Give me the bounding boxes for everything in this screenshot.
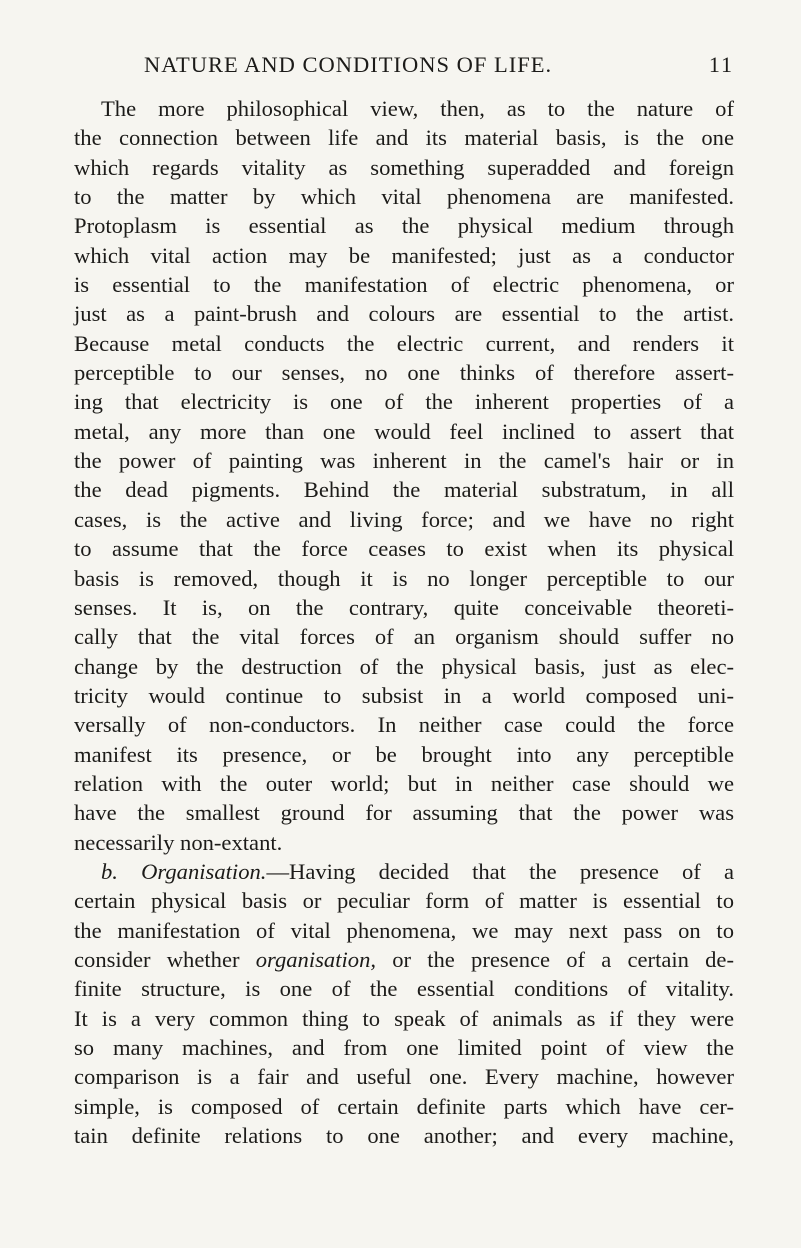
- text-line: the connection between life and its material basis, is the one: [74, 125, 734, 151]
- text-line: basis is removed, though it is no longer perceptible to our: [74, 565, 734, 591]
- text-line: manifest its presence, or be brought into any perceptible: [74, 741, 734, 767]
- text-line: The more philosophical view, then, as to the nature of: [101, 96, 734, 121]
- text-line: which vital action may be manifested; just as a conductor: [74, 242, 734, 268]
- text-line: cally that the vital forces of an organism should suffer no: [74, 624, 734, 650]
- text-line: It is a very common thing to speak of animals as if they were: [74, 1005, 734, 1031]
- text-line: senses. It is, on the contrary, quite conceivable theoreti-: [74, 594, 734, 620]
- text-line: ing that electricity is one of the inherent properties of a: [74, 389, 734, 415]
- text-line: necessarily non-extant.: [74, 829, 283, 855]
- text-line: Protoplasm is essential as the physical medium through: [74, 213, 734, 239]
- text-fragment: —Having decided that the presence of a: [266, 858, 735, 884]
- text-line: so many machines, and from one limited point of view the: [74, 1035, 734, 1060]
- running-head: [74, 52, 734, 86]
- section-label: b.: [101, 858, 118, 884]
- text-line: simple, is composed of certain definite parts which have cer-: [74, 1093, 734, 1119]
- text-line: relation with the outer world; but in neither case should we: [74, 770, 734, 796]
- paragraph-philosophical-view: [74, 94, 734, 857]
- text-line: to assume that the force ceases to exist when its physical: [74, 536, 734, 562]
- text-line: cases, is the active and living force; and we have no right: [74, 506, 734, 532]
- text-line: is essential to the manifestation of electric phenomena, or: [74, 272, 734, 298]
- section-heading: Organisation.: [141, 858, 267, 884]
- text-line: metal, any more than one would feel inclined to assert that: [74, 418, 734, 444]
- text-line: finite structure, is one of the essential conditions of vitality.: [74, 976, 734, 1002]
- text-line: change by the destruction of the physical basis, just as elec-: [74, 653, 734, 679]
- text-fragment: consider whether: [74, 946, 256, 972]
- paragraph-organisation: [74, 857, 734, 1150]
- running-title: NATURE AND CONDITIONS OF LIFE.: [144, 52, 553, 77]
- text-line: certain physical basis or peculiar form of matter is essential to: [74, 888, 734, 914]
- text-line: have the smallest ground for assuming that the power was: [74, 800, 734, 826]
- text-line: which regards vitality as something superadded and foreign: [74, 154, 734, 180]
- emphasis-term: organisation,: [255, 946, 377, 972]
- text-line: the manifestation of vital phenomena, we may next pass on to: [74, 917, 734, 943]
- text-line: the power of painting was inherent in the camel's hair or in: [74, 448, 734, 474]
- text-line: versally of non-conductors. In neither case could the force: [74, 712, 734, 738]
- book-page: [74, 52, 734, 1150]
- section-heading-line: [74, 857, 734, 886]
- text-line: just as a paint-brush and colours are essential to the artist.: [74, 301, 734, 327]
- text-line: comparison is a fair and useful one. Every machine, however: [74, 1064, 734, 1090]
- text-line: the dead pigments. Behind the material substratum, in all: [74, 477, 734, 503]
- text-line: tricity would continue to subsist in a world composed uni-: [74, 682, 734, 708]
- text-line: perceptible to our senses, no one thinks of therefore assert-: [74, 360, 734, 386]
- text-line: tain definite relations to one another; and every machine,: [74, 1123, 734, 1149]
- text-line: Because metal conducts the electric current, and renders it: [74, 330, 734, 356]
- text-line: [74, 945, 734, 974]
- text-line: to the matter by which vital phenomena are manifested.: [74, 184, 734, 210]
- page-number: 11: [708, 52, 734, 77]
- text-fragment: or the presence of a certain de-: [376, 946, 734, 972]
